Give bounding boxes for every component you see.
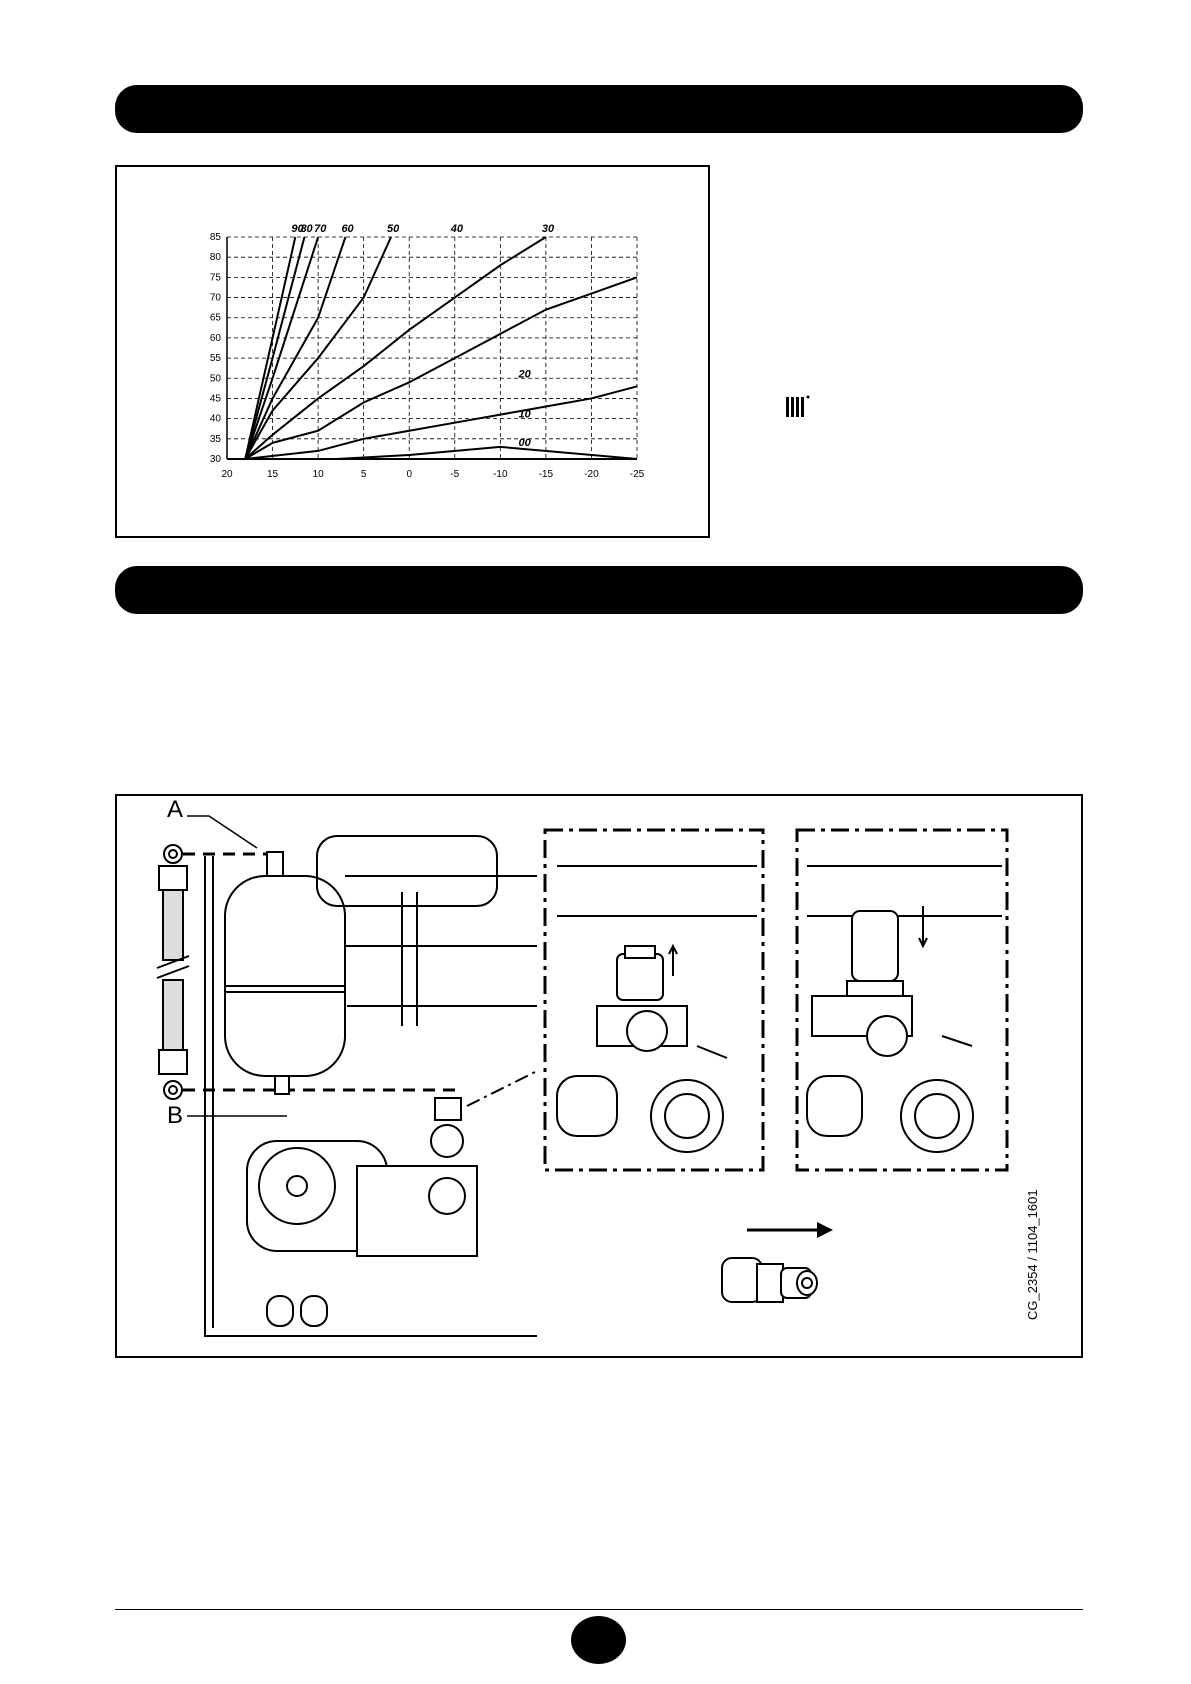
- y-tick-label: 55: [209, 353, 221, 365]
- x-tick-label: 20: [221, 469, 233, 480]
- label-a: A: [167, 796, 184, 823]
- y-tick-label: 70: [209, 292, 221, 304]
- expansion-vessel: [225, 852, 345, 1094]
- y-tick-label: 45: [209, 393, 221, 405]
- y-tick-label: 80: [209, 252, 221, 264]
- label-b: B: [167, 1102, 184, 1129]
- curve-label: 10: [518, 408, 531, 421]
- x-tick-label: -15: [538, 469, 554, 480]
- y-tick-label: 40: [209, 413, 221, 425]
- curve-label: 00: [518, 436, 531, 449]
- y-tick-label: 30: [209, 454, 221, 465]
- page-number-badge: [571, 1616, 626, 1664]
- curve-label: 80: [300, 223, 313, 235]
- x-tick-label: -20: [584, 469, 599, 480]
- curve-20: [245, 386, 637, 459]
- x-tick-label: 0: [406, 469, 413, 480]
- detail-panel-remove: [545, 830, 763, 1170]
- curve-80: [245, 237, 304, 459]
- section-header-bar-2: [115, 566, 1083, 614]
- x-tick-label: -25: [629, 469, 645, 480]
- installation-figure-frame: [115, 794, 1083, 1358]
- x-tick-label: 15: [266, 469, 279, 480]
- flexible-hose: [157, 845, 189, 1099]
- curve-90: [245, 237, 295, 459]
- curve-70: [245, 237, 318, 459]
- x-tick-label: -10: [493, 469, 508, 480]
- circulation-pump: [247, 1141, 477, 1326]
- x-tick-label: 5: [360, 469, 367, 480]
- curve-50: [245, 237, 391, 459]
- y-tick-label: 50: [209, 373, 221, 385]
- y-tick-label: 85: [209, 232, 221, 243]
- section-header-bar-1: [115, 85, 1083, 133]
- curve-10: [336, 447, 637, 459]
- curve-label: 60: [341, 223, 354, 235]
- curve-label: 70: [314, 223, 327, 235]
- drawing-reference-code: CG_2354 / 1104_1601: [1025, 1189, 1040, 1320]
- detail-panel-install: [797, 830, 1007, 1170]
- curve-label: 20: [518, 368, 531, 381]
- curve-label: 50: [387, 223, 400, 235]
- curve-label: 30: [541, 223, 555, 235]
- direction-arrow: [747, 1222, 833, 1238]
- curve-label: 40: [450, 223, 464, 235]
- filling-valve: [431, 1098, 463, 1157]
- curve-label: 90: [291, 223, 304, 235]
- heating-curve-chart: [117, 167, 708, 536]
- curve-40: [245, 237, 546, 459]
- heating-curve-chart-frame: [115, 165, 710, 538]
- y-tick-label: 75: [209, 272, 221, 284]
- curve-30: [245, 277, 637, 459]
- y-tick-label: 65: [209, 312, 221, 324]
- footer-rule: [115, 1609, 1083, 1610]
- y-tick-label: 60: [209, 332, 221, 344]
- boiler-installation-drawing: [117, 796, 1081, 1356]
- radiator-icon: [785, 394, 811, 425]
- spare-fitting: [722, 1258, 817, 1302]
- x-tick-label: -5: [450, 469, 460, 480]
- x-tick-label: 10: [312, 469, 324, 480]
- y-tick-label: 35: [209, 433, 221, 445]
